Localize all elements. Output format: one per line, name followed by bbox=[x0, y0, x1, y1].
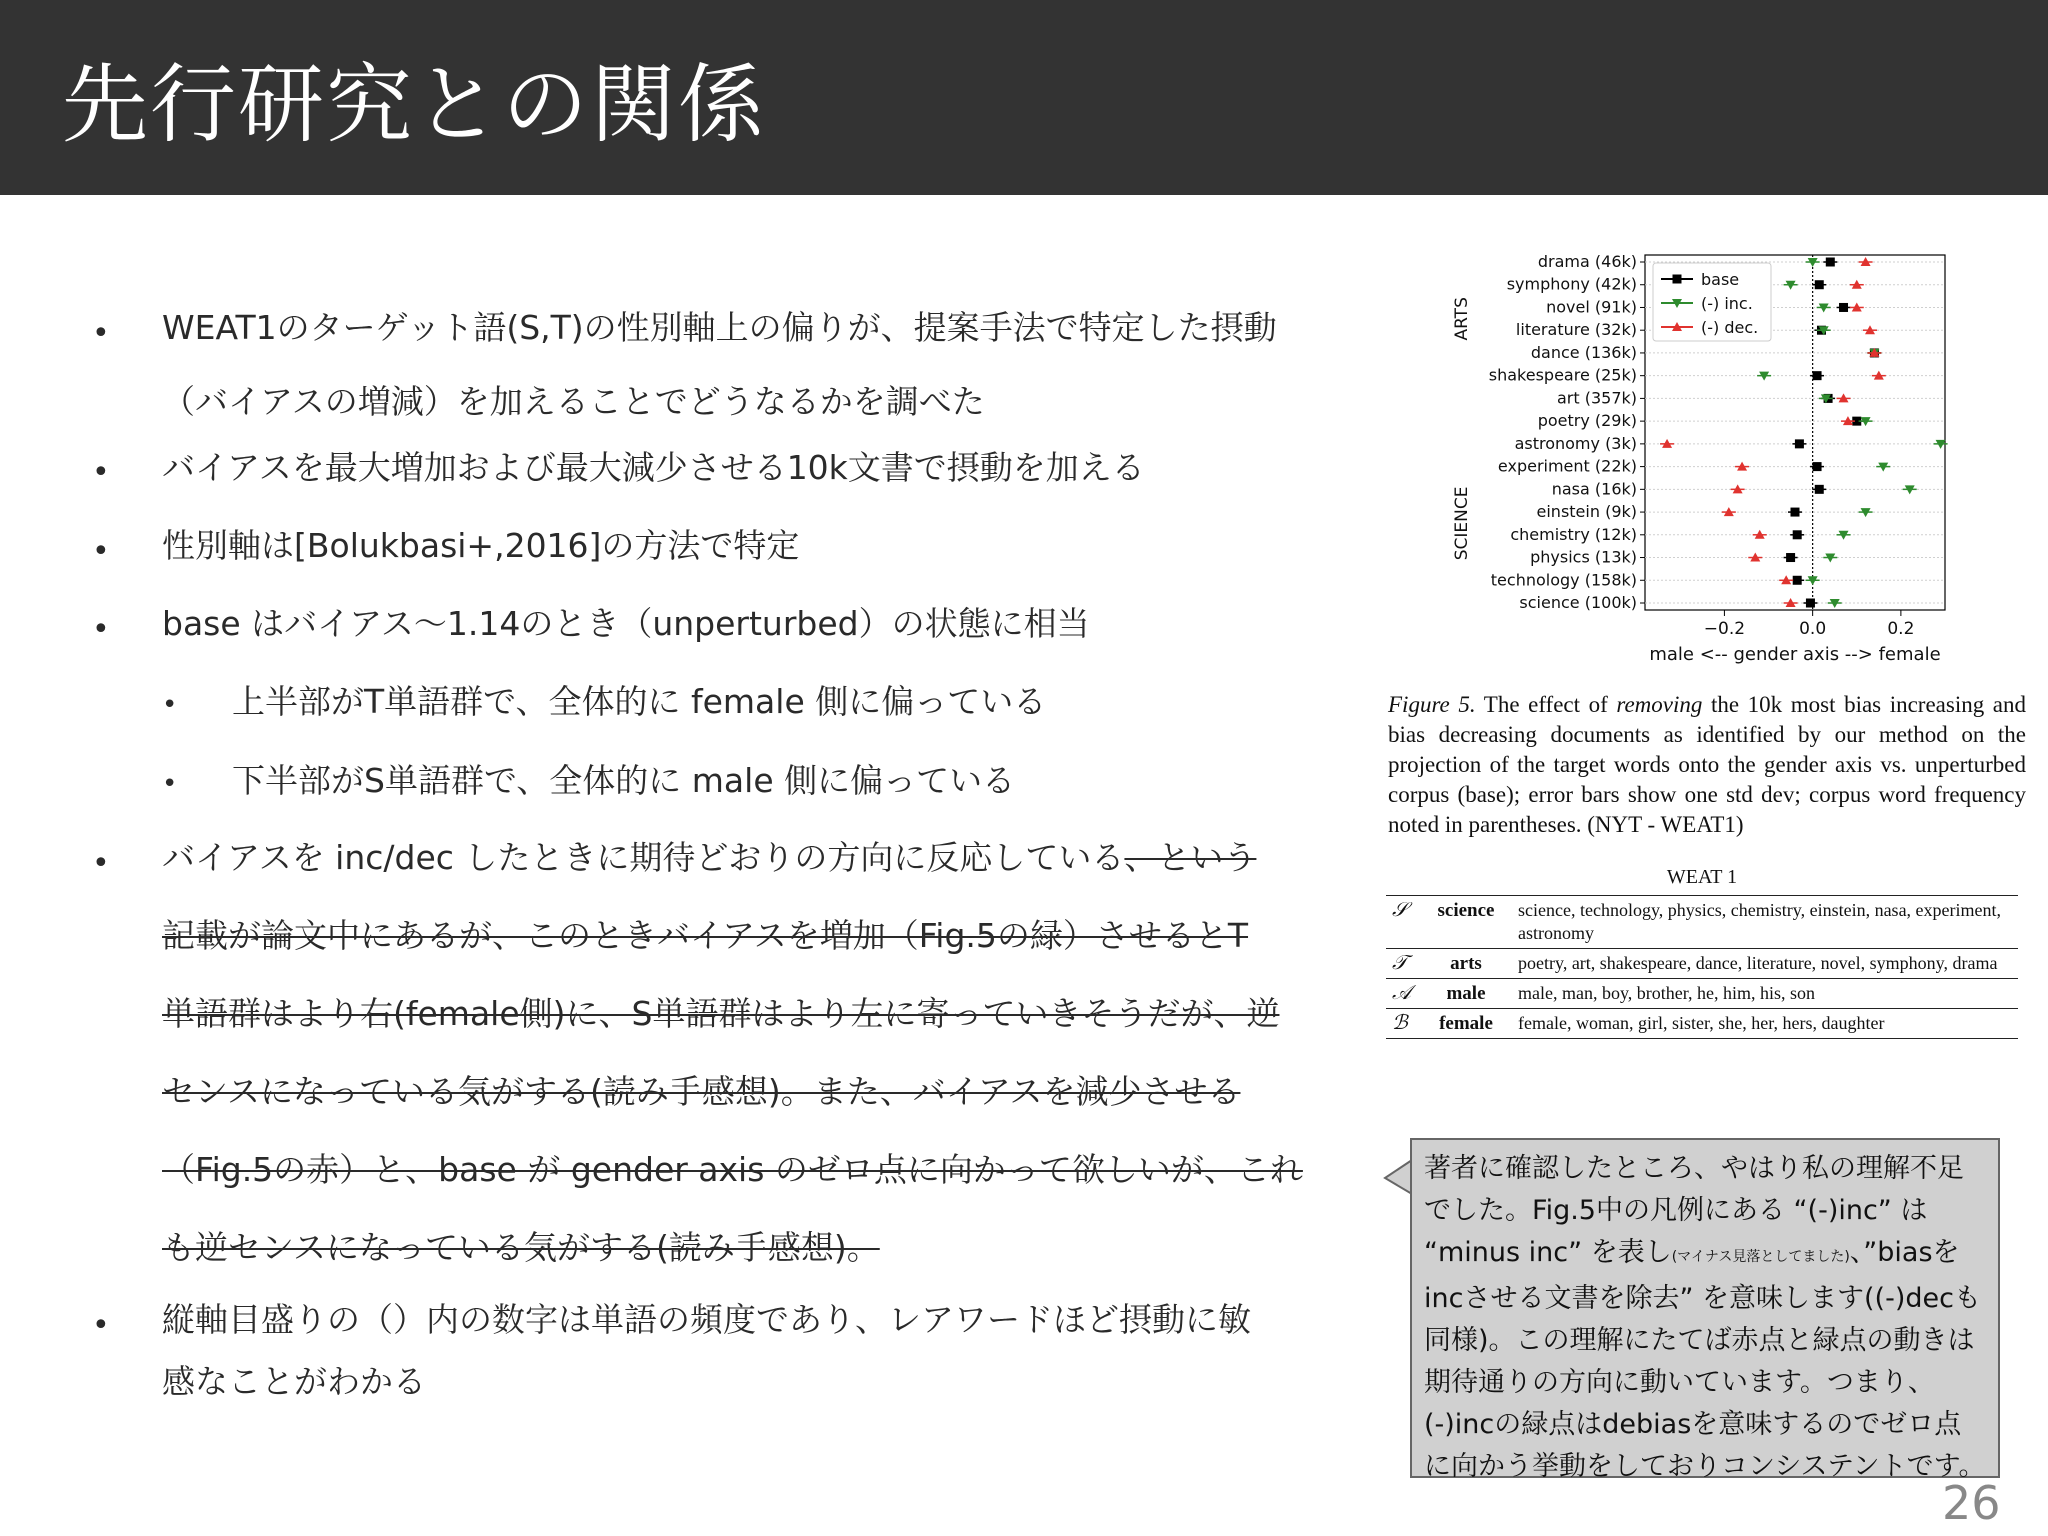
data-point-base bbox=[1806, 599, 1815, 608]
bullet-dot: • bbox=[92, 316, 110, 351]
row-words: poetry, art, shakespeare, dance, literature, novel, symphony, drama bbox=[1518, 953, 1998, 973]
y-tick-label: einstein (9k) bbox=[1536, 502, 1637, 522]
chart-root bbox=[1452, 252, 1948, 665]
data-point-base bbox=[1813, 371, 1822, 380]
figure-caption bbox=[1388, 690, 2026, 840]
bullet-text-2: バイアスを最大増加および最大減少させる10k文書で摂動を加える bbox=[162, 448, 1145, 487]
y-tick-label: nasa (16k) bbox=[1551, 479, 1637, 499]
data-point-base bbox=[1793, 576, 1802, 585]
struck-text: も逆センスになっている気がする(読み手感想)。 bbox=[162, 1228, 880, 1267]
weat-table bbox=[1386, 866, 2018, 1039]
y-tick-label: poetry (29k) bbox=[1537, 411, 1637, 431]
bullet-text-3: 性別軸は[Bolukbasi+,2016]の方法で特定 bbox=[162, 526, 800, 565]
bullet-dot: • bbox=[92, 612, 110, 647]
note-small-text: (マイナス見落としてました) bbox=[1671, 1249, 1850, 1265]
y-tick-label: shakespeare (25k) bbox=[1488, 365, 1637, 385]
author-note-callout bbox=[1410, 1138, 2000, 1482]
figure-5-chart bbox=[1420, 240, 2045, 680]
y-tick-label: drama (46k) bbox=[1537, 252, 1637, 271]
weat-table-title: WEAT 1 bbox=[1666, 866, 1738, 888]
y-tick-label: chemistry (12k) bbox=[1510, 524, 1637, 544]
y-tick-label: astronomy (3k) bbox=[1514, 433, 1637, 453]
legend-label: (-) inc. bbox=[1701, 294, 1753, 313]
sub-bullet-dot: • bbox=[162, 690, 178, 720]
table-row bbox=[1386, 896, 2018, 949]
slide-title: 先行研究との関係 bbox=[62, 55, 766, 155]
struck-text: （Fig.5の赤）と、base が gender axis のゼロ点に向かって欲しいが、これ bbox=[162, 1150, 1303, 1189]
data-point-base bbox=[1791, 508, 1800, 517]
y-tick-label: literature (32k) bbox=[1515, 320, 1637, 340]
bullet-text-5-main: バイアスを inc/dec したときに期待どおりの方向に反応している bbox=[162, 838, 1125, 877]
caption-text-2: the 10k most bias increasing and bias decreasing documents as identified by our method on the projection of the target words onto the gender axis vs. unperturbed corpus (base); error bars show one std dev; corpus word frequency noted in parentheses. (NYT - WEAT1) bbox=[1388, 692, 2027, 837]
data-point-base bbox=[1795, 439, 1804, 448]
bullet-dot: • bbox=[92, 455, 110, 490]
struck-text: 記載が論文中にあるが、このときバイアスを増加（Fig.5の緑）させるとT bbox=[162, 916, 1249, 955]
table-row bbox=[1386, 949, 2018, 979]
sub-bullet-text-2: 下半部がS単語群で、全体的に male 側に偏っている bbox=[232, 761, 1016, 800]
caption-text-1: The effect of bbox=[1475, 692, 1617, 717]
data-point-base bbox=[1813, 462, 1822, 471]
row-label: arts bbox=[1450, 953, 1482, 974]
data-point-base bbox=[1826, 258, 1835, 267]
y-tick-label: art (357k) bbox=[1556, 388, 1637, 408]
caption-fig-label: Figure 5. bbox=[1388, 692, 1476, 717]
data-point-base bbox=[1815, 485, 1824, 494]
y-tick-label: experiment (22k) bbox=[1497, 456, 1637, 476]
row-symbol: ℬ bbox=[1392, 1012, 1408, 1034]
y-tick-label: science (100k) bbox=[1519, 593, 1637, 612]
table-row bbox=[1386, 1009, 2018, 1039]
caption-emph: removing bbox=[1616, 692, 1703, 717]
bullet-text-6-cont: 感なことがわかる bbox=[162, 1362, 426, 1401]
y-tick-label: symphony (42k) bbox=[1506, 274, 1637, 294]
bullet-dot: • bbox=[92, 1308, 110, 1343]
bullet-dot: • bbox=[92, 534, 110, 569]
bullet-text-6: 縦軸目盛りの（）内の数字は単語の頻度であり、レアワードほど摂動に敏 bbox=[162, 1300, 1251, 1339]
data-point-base bbox=[1786, 553, 1795, 562]
data-point-base bbox=[1815, 280, 1824, 289]
bullet-dot: • bbox=[92, 846, 110, 881]
y-tick-label: physics (13k) bbox=[1530, 547, 1637, 567]
sub-bullet-text-1: 上半部がT単語群で、全体的に female 側に偏っている bbox=[232, 682, 1047, 721]
data-point-base bbox=[1839, 303, 1848, 312]
data-point-base bbox=[1793, 530, 1802, 539]
row-words: male, man, boy, brother, he, him, his, son bbox=[1518, 983, 1816, 1003]
bullet-text-5 bbox=[162, 838, 1256, 878]
note-text-1: 著者に確認したところ、やはり私の理解不足でした。Fig.5中の凡例にある “(-)inc” は “minus inc” を表し bbox=[1424, 1153, 1964, 1268]
row-symbol: 𝒜 bbox=[1392, 982, 1411, 1004]
row-label: female bbox=[1439, 1013, 1493, 1034]
bullet-text-1: WEAT1のターゲット語(S,T)の性別軸上の偏りが、提案手法で特定した摂動 bbox=[162, 308, 1277, 347]
y-group-label: ARTS bbox=[1452, 297, 1472, 341]
y-tick-label: technology (158k) bbox=[1490, 570, 1637, 590]
y-group-label: SCIENCE bbox=[1452, 486, 1472, 561]
struck-text: 、という bbox=[1124, 838, 1257, 877]
sub-bullet-dot: • bbox=[162, 769, 178, 799]
y-tick-label: novel (91k) bbox=[1546, 297, 1637, 317]
row-words: female, woman, girl, sister, she, her, hers, daughter bbox=[1518, 1013, 1885, 1033]
bullet-text-4: base はバイアス〜1.14のとき（unperturbed）の状態に相当 bbox=[162, 604, 1090, 643]
row-symbol: 𝒯 bbox=[1392, 952, 1408, 974]
weat-table-body bbox=[1386, 895, 2018, 1039]
row-words: science, technology, physics, chemistry, einstein, nasa, experiment, astronomy bbox=[1518, 900, 2002, 943]
row-label: male bbox=[1446, 983, 1486, 1004]
table-row bbox=[1386, 979, 2018, 1009]
struck-text: センスになっている気がする(読み手感想)。また、バイアスを減少させる bbox=[162, 1072, 1241, 1111]
legend-label: base bbox=[1701, 270, 1740, 289]
data-point-base bbox=[1673, 275, 1682, 284]
y-tick-label: dance (136k) bbox=[1530, 342, 1637, 362]
x-tick-label: 0.0 bbox=[1799, 619, 1827, 639]
page-number: 26 bbox=[1942, 1476, 2001, 1530]
x-tick-label: −0.2 bbox=[1703, 619, 1746, 639]
row-label: science bbox=[1437, 900, 1495, 921]
note-text-2: 、”biasをincさせる文書を除去” を意味します((-)decも同様)。この理解にたてば赤点と緑点の動きは期待通りの方向に動いています。つまり、(-)incの緑点はdebiasを意味するのでゼロ点に向かう挙動をしておりコンシステントです。 bbox=[1424, 1237, 1986, 1482]
row-symbol: 𝒮 bbox=[1392, 899, 1408, 921]
bullet-text-1-cont: （バイアスの増減）を加えることでどうなるかを調べた bbox=[162, 382, 985, 421]
callout-pointer bbox=[1383, 1150, 1413, 1210]
struck-text: 単語群はより右(female側)に、S単語群はより左に寄っていきそうだが、逆 bbox=[162, 994, 1280, 1033]
x-tick-label: 0.2 bbox=[1887, 619, 1915, 639]
slide-header bbox=[0, 0, 2048, 195]
legend-label: (-) dec. bbox=[1701, 318, 1759, 337]
x-axis-label: male <-- gender axis --> female bbox=[1649, 644, 1941, 665]
